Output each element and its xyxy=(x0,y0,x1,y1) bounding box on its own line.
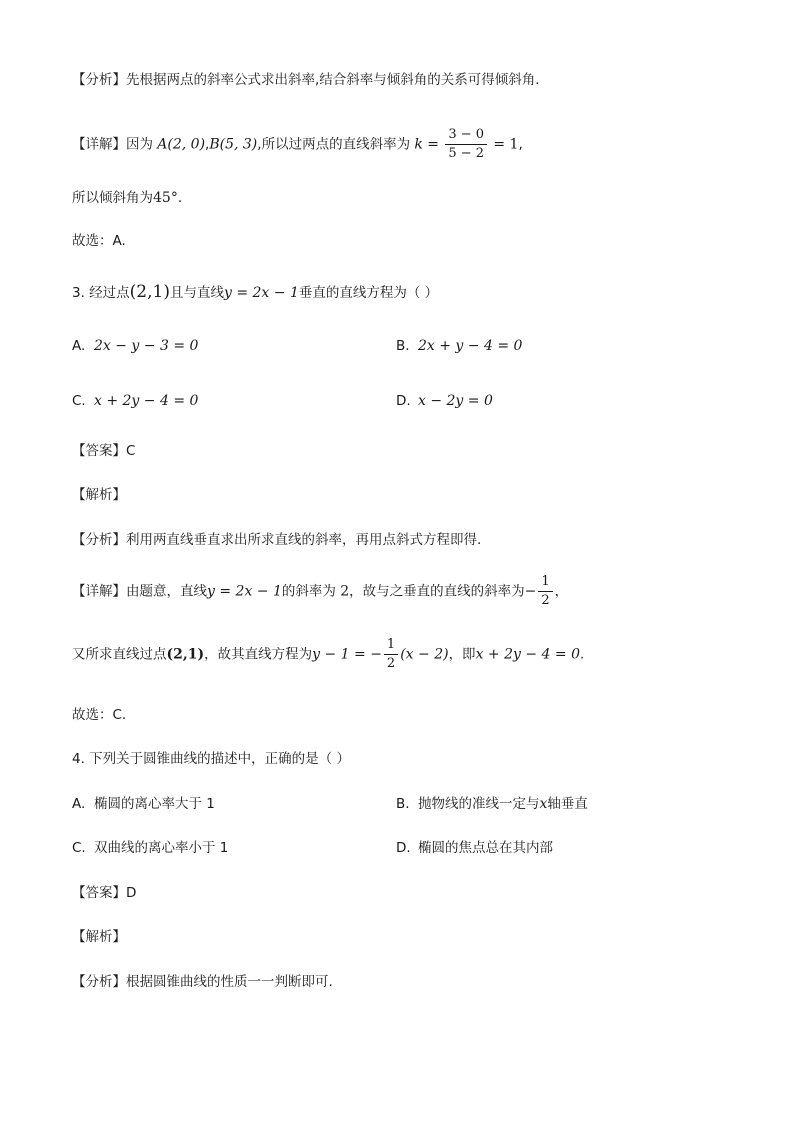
option-expr: x − 2y = 0 xyxy=(418,393,493,409)
angle-end: . xyxy=(177,190,183,206)
equation-fraction xyxy=(384,637,398,672)
equation-lhs: y − 1 = − xyxy=(312,646,382,663)
detail-text: 由题意，直线 xyxy=(126,583,207,600)
detail-end: . xyxy=(579,646,585,663)
detail-point: (2,1) xyxy=(166,646,205,663)
detail-text-3: , xyxy=(518,136,523,153)
detail-text: 又所求直线过点 xyxy=(72,646,167,663)
option-text-2: 轴垂直 xyxy=(547,796,588,812)
detail-text: ，故其直线方程为 xyxy=(204,646,313,663)
equation-result: x + 2y − 4 = 0 xyxy=(475,646,580,663)
q4-option-a xyxy=(72,794,215,814)
equation-rhs: (x − 2) xyxy=(400,646,449,663)
analysis-tag: 【分析】 xyxy=(72,72,126,88)
question-3-stem xyxy=(72,282,438,303)
analysis-text: 先根据两点的斜率公式求出斜率,结合斜率与倾斜角的关系可得倾斜角. xyxy=(126,72,540,88)
option-label: A. xyxy=(72,338,86,354)
fraction-denominator: 2 xyxy=(386,656,396,671)
q3-jiexi: 【解析】 xyxy=(72,487,126,503)
detail-text: ，即 xyxy=(448,646,476,663)
q3-answer: 【答案】C xyxy=(72,443,136,459)
option-label: C. xyxy=(72,393,86,409)
option-label: B. xyxy=(396,796,410,812)
q3-option-b xyxy=(396,336,522,356)
fraction-denominator: 2 xyxy=(541,593,550,608)
q3-stem-pre: 3. 经过点 xyxy=(72,285,130,301)
q3-detail-2 xyxy=(72,637,584,672)
option-label: D. xyxy=(396,840,411,856)
q4-option-d xyxy=(396,838,553,858)
q3-stem-mid: 且与直线 xyxy=(169,285,224,301)
point-sep: , xyxy=(205,136,210,153)
analysis-paragraph-1 xyxy=(72,70,540,90)
q3-option-c xyxy=(72,391,198,411)
option-label: D. xyxy=(396,393,411,409)
detail-text: ， xyxy=(554,583,569,600)
q3-option-a xyxy=(72,336,198,356)
q4-jiexi: 【解析】 xyxy=(72,929,126,945)
q4-option-b xyxy=(396,794,588,814)
detail-tag: 【详解】 xyxy=(72,583,126,600)
slope-k-rhs: = 1 xyxy=(493,136,519,153)
q3-stem-post: 垂直的直线方程为（ ） xyxy=(298,285,439,301)
detail-line: y = 2x − 1 xyxy=(207,583,282,600)
q3-choose: 故选：C. xyxy=(72,707,127,723)
q3-line: y = 2x − 1 xyxy=(223,285,299,301)
option-var: x xyxy=(539,796,548,812)
slope-k-lhs: k = xyxy=(414,136,440,153)
option-expr: 2x + y − 4 = 0 xyxy=(418,338,523,354)
fraction-numerator: 1 xyxy=(384,637,398,655)
option-text: 抛物线的准线一定与 xyxy=(418,796,540,812)
angle-value: 45° xyxy=(153,190,178,206)
option-text: 椭圆的焦点总在其内部 xyxy=(418,840,553,856)
detail-text-2: ,所以过两点的直线斜率为 xyxy=(257,136,411,153)
point-a: A(2, 0) xyxy=(157,136,206,153)
option-label: B. xyxy=(396,338,410,354)
q4-answer: 【答案】D xyxy=(72,885,137,901)
q3-point: (2,1) xyxy=(129,282,170,302)
choose-text: 故选：A. xyxy=(72,233,126,249)
neg-sign: − xyxy=(524,583,537,600)
q3-option-d xyxy=(396,391,493,411)
angle-text: 所以倾斜角为 xyxy=(72,190,153,206)
angle-paragraph xyxy=(72,188,182,208)
slope-fraction-numerator: 3 − 0 xyxy=(445,127,487,145)
detail-tag: 【详解】 xyxy=(72,136,126,153)
detail-slope: 2 xyxy=(340,583,350,600)
option-expr: 2x − y − 3 = 0 xyxy=(94,338,199,354)
q4-option-c xyxy=(72,838,228,858)
detail-text: 的斜率为 xyxy=(281,583,336,600)
perp-slope-fraction xyxy=(538,574,552,609)
slope-fraction-denominator: 5 − 2 xyxy=(448,146,485,161)
question-4-stem: 4. 下列关于圆锥曲线的描述中，正确的是（ ） xyxy=(72,751,350,767)
slope-fraction xyxy=(445,127,487,162)
q4-analysis: 【分析】根据圆锥曲线的性质一一判断即可. xyxy=(72,974,333,990)
detail-text: ，故与之垂直的直线的斜率为 xyxy=(349,583,525,600)
detail-text-1: 因为 xyxy=(126,136,153,153)
option-label: C. xyxy=(72,840,86,856)
fraction-numerator: 1 xyxy=(538,574,552,592)
detail-paragraph-1 xyxy=(72,127,523,162)
q3-detail-1 xyxy=(72,574,568,609)
option-label: A. xyxy=(72,796,86,812)
option-text: 双曲线的离心率小于 1 xyxy=(94,840,229,856)
q3-analysis: 【分析】利用两直线垂直求出所求直线的斜率，再用点斜式方程即得. xyxy=(72,532,482,548)
point-b: B(5, 3) xyxy=(209,136,258,153)
option-text: 椭圆的离心率大于 1 xyxy=(94,796,215,812)
option-expr: x + 2y − 4 = 0 xyxy=(94,393,199,409)
choose-paragraph-1 xyxy=(72,231,126,251)
